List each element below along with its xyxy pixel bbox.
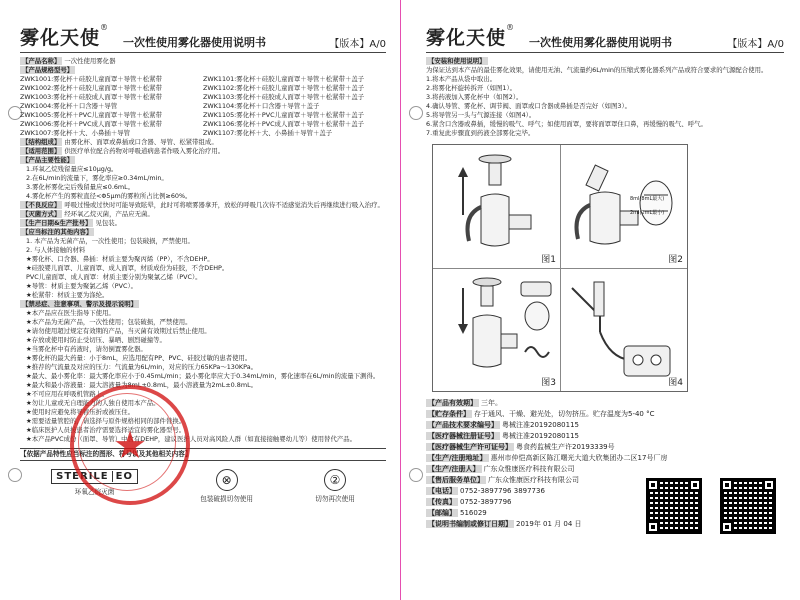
install-step: 7.重复此步骤直到药液全部雾化完毕。	[426, 129, 535, 137]
performance-item: 1.环氧乙烷残留量应≤10μg/g。	[26, 165, 118, 173]
sterile-eo-caption: 环氧乙烷灭菌	[74, 488, 115, 496]
qr-finder	[762, 478, 776, 492]
brand-logo: 雾化天使®	[20, 23, 110, 49]
models-label: 【产品规格型号】	[22, 66, 74, 74]
figure-3	[433, 268, 560, 391]
other-item: ★导管：材质主要为聚氯乙烯（PVC）。	[26, 282, 138, 290]
model-item: ZWK1103:雾化杯＋硅胶成人面罩＋导管＋松紧带＋盖子	[203, 93, 365, 101]
after-sales-value: 广东众惟康医疗科技有限公司	[488, 476, 579, 484]
do-not-use-if-damaged-icon: ⊗	[216, 469, 238, 491]
reg-no-value: 粤械注准20192080115	[502, 432, 579, 440]
warning-item: ★本产品应在医生指导下使用。	[26, 309, 115, 317]
sterile-eo-icon: STERILE EO	[51, 469, 138, 484]
revision-label: 【说明书编制或修订日期】	[428, 520, 512, 528]
document-title: 一次性使用雾化器使用说明书	[529, 36, 673, 49]
structure-label: 【结构组成】	[22, 138, 61, 146]
production-date-value: 见包装。	[95, 219, 122, 227]
registrant-value: 惠州市仲恺高新区陈江曙光大道大欣集团办二区17号厂房	[490, 454, 668, 462]
scope-label: 【适用范围】	[22, 147, 61, 155]
other-item: 2. 与人体接触的材料	[26, 246, 86, 254]
warning-item: ★请勿使用超过规定有效期的产品，当灭菌有效期过后禁止使用。	[26, 327, 211, 335]
product-name-label: 【产品名称】	[22, 57, 61, 65]
qr-finder	[646, 478, 660, 492]
model-item: ZWK1006:雾化杯＋PVC成人面罩＋导管＋松紧带	[20, 120, 162, 128]
warning-item: ★需要适量管腔的，请选择与原件规格相同的部件替换。	[26, 417, 186, 425]
validity-label: 【产品有效期】	[428, 399, 477, 407]
performance-item: 3.雾化杯雾化完后残留量应≤0.6mL。	[26, 183, 135, 191]
no-reuse-caption: 切勿再次使用	[315, 495, 355, 503]
other-item: ★松紧带：材质主要为涤纶。	[26, 291, 109, 299]
document-title: 一次性使用雾化器使用说明书	[123, 36, 267, 49]
model-item: ZWK1001:雾化杯＋硅胶儿童面罩＋导管＋松紧带	[20, 75, 162, 83]
right-header	[426, 20, 784, 53]
figure-2-label: 图2	[668, 255, 683, 265]
qr-finder	[720, 520, 734, 534]
damaged-package-caption: 包装破损切勿使用	[200, 495, 253, 503]
qr-finder	[688, 478, 702, 492]
figure-4	[560, 268, 687, 391]
phone-label: 【电话】	[428, 487, 456, 495]
left-header	[20, 20, 386, 53]
production-date-label: 【生产日期&生产批号】	[22, 219, 92, 227]
sterile-eo-item	[51, 469, 138, 504]
qr-finder	[720, 478, 734, 492]
performance-item: 4.雾化杯产生的雾粒直径<Φ5μm的雾粒所占比例≥60%。	[26, 192, 192, 200]
fax-value: 0752-3897796	[460, 498, 512, 506]
sterilization-value: 经环氧乙烷灭菌，产品应无菌。	[64, 210, 154, 218]
model-item: ZWK1104:雾化杯＋口含器＋导管＋盖子	[203, 102, 320, 110]
other-label: 【应当标注的其他内容】	[22, 228, 93, 236]
symbols-row	[20, 469, 386, 504]
models-right-column	[203, 75, 386, 138]
revision-value: 2019年 01 月 04 日	[516, 520, 582, 528]
manufacturer-value: 广东众惟康医疗科技有限公司	[483, 465, 575, 473]
figure-3-label: 图3	[541, 378, 556, 388]
model-item: ZWK1106:雾化杯＋PVC成人面罩＋导管＋松紧带＋盖子	[203, 120, 365, 128]
prod-license-value: 粤食药监械生产许20193339号	[516, 443, 615, 451]
model-item: ZWK1101:雾化杯＋硅胶儿童面罩＋导管＋松紧带＋盖子	[203, 75, 365, 83]
left-body	[20, 57, 386, 504]
model-item: ZWK1007:雾化杯＋大、小鼻插＋导管	[20, 129, 130, 137]
performance-item: 2.在6L/min的流量下，雾化率应≥0.34mL/min。	[26, 174, 168, 182]
reg-no-label: 【医疗器械注册证号】	[428, 432, 498, 440]
model-item: ZWK1005:雾化杯＋PVC儿童面罩＋导管＋松紧带	[20, 111, 162, 119]
phone-value: 0752-3897796 3897736	[460, 487, 545, 495]
adverse-label: 【不良反应】	[22, 201, 61, 209]
warning-item: ★存放或使用时防止受切压、暴晒、剧烈碰撞等。	[26, 336, 166, 344]
model-item: ZWK1004:雾化杯＋口含器＋导管	[20, 102, 118, 110]
storage-label: 【贮存条件】	[428, 410, 470, 418]
install-step: 5.将导管另一头与气源连接（如图4）。	[426, 111, 536, 119]
figure-2-max-note: 8ml(8mL最大)	[630, 196, 665, 202]
figure-2	[560, 145, 687, 268]
prod-license-label: 【医疗器械生产许可证号】	[428, 443, 512, 451]
version-label: 【版本】A/0	[329, 39, 386, 50]
other-item: ★雾化杯、口含器、鼻插：材质主要为聚丙烯（PP），不含DEHP。	[26, 255, 214, 263]
red-seal-stamp: ★	[70, 385, 190, 505]
models-table	[20, 75, 386, 138]
install-step: 1.将本产品从袋中取出。	[426, 75, 497, 83]
install-step: 4.确认导管、雾化杯、调节阀、面罩或口含器或鼻插是否完好（如图3）。	[426, 102, 632, 110]
warning-item: ★雾化杯的最大药量：小于8mL，应选用配有PP、PVC、硅胶过敏的患者使用。	[26, 354, 252, 362]
warning-item: ★本产品为无菌产品，一次性使用；包装破损，严禁使用。	[26, 318, 192, 326]
manufacturer-label: 【生产/注册人】	[428, 465, 480, 473]
figure-1-label: 图1	[541, 255, 556, 265]
warning-item: ★不可应用在呼吸机管路上。	[26, 390, 109, 398]
model-item: ZWK1003:雾化杯＋硅胶成人面罩＋导管＋松紧带	[20, 93, 162, 101]
symbols-section-title: 【依据产品特性应当标注的图形、符号以及其他相关内容】	[20, 448, 386, 461]
warning-item: ★勿让儿童或无自理能力的人独自使用本产品。	[26, 399, 160, 407]
install-step: 为保证达到本产品的最佳雾化效果，请使用无油、气流量约6L/min的压缩式雾化器系列产品或符合要求的气源配合使用。	[426, 66, 768, 74]
warning-item: ★临床医护人员按患者治疗需要选择适宜的雾化器型号。	[26, 426, 186, 434]
after-sales-label: 【售后服务单位】	[428, 476, 484, 484]
right-body	[426, 57, 784, 138]
product-name-value: 一次性使用雾化器	[64, 57, 116, 65]
damaged-package-item	[200, 469, 253, 504]
adverse-value: 呼吸过慢或过快时可能导致眩晕，此时可将喷雾器拿开，放松的呼吸几次待不适感觉消失后再继续进行吸入治疗。	[64, 201, 384, 209]
no-reuse-item	[315, 469, 355, 504]
fax-label: 【传真】	[428, 498, 456, 506]
model-item: ZWK1105:雾化杯＋PVC儿童面罩＋导管＋松紧带＋盖子	[203, 111, 365, 119]
model-item: ZWK1107:雾化杯＋大、小鼻插＋导管＋盖子	[203, 129, 333, 137]
qr-finder	[646, 520, 660, 534]
sterilization-label: 【灭菌方式】	[22, 210, 61, 218]
other-item: 1. 本产品为无菌产品，一次性使用；包装破损，严禁使用。	[26, 237, 194, 245]
other-item: PVC儿童面罩、成人面罩：材质主要分别为聚氯乙烯（PVC）。	[26, 273, 202, 281]
brand-logo: 雾化天使®	[426, 23, 516, 49]
warning-item: ★推荐的气流量及对应的压力：气流量为6L/min，对应的压力65KPa～130KPa。	[26, 363, 257, 371]
figure-1	[433, 145, 560, 268]
figure-4-label: 图4	[668, 378, 683, 388]
model-item: ZWK1002:雾化杯＋硅胶儿童面罩＋导管＋松紧带	[20, 84, 162, 92]
install-step: 2.将雾化杯旋转拆开（如图1）。	[426, 84, 517, 92]
registrant-label: 【生产/注册地址】	[428, 454, 487, 462]
install-step: 3.将药液加入雾化杯中（如图2）。	[426, 93, 523, 101]
install-step: 6.紧含口含器或鼻插，缓慢的吸气、呼气；如使用面罩，要将面罩罩住口鼻，再缓慢的吸气、呼气。	[426, 120, 707, 128]
other-item: ★硅胶婴儿面罩、儿童面罩、成人面罩，材质成份为硅胶，不含DEHP。	[26, 264, 229, 272]
tech-req-value: 粤械注准20192080115	[502, 421, 579, 429]
models-left-column	[20, 75, 203, 138]
do-not-reuse-icon: ②	[324, 469, 346, 491]
storage-value: 存于通风、干燥、避光处，切勿挤压。贮存温度为5-40 °C	[474, 410, 655, 418]
warning-item: ★使用时应避免将导管压折或被压住。	[26, 408, 134, 416]
scope-value: 供医疗单位配合药物对呼吸道病患者作吸入雾化治疗用。	[64, 147, 225, 155]
postcode-label: 【邮编】	[428, 509, 456, 517]
model-item: ZWK1102:雾化杯＋硅胶儿童面罩＋导管＋松紧带＋盖子	[203, 84, 365, 92]
performance-label: 【产品主要性能】	[22, 156, 74, 164]
validity-value: 三年。	[481, 399, 502, 407]
install-label: 【安装和使用说明】	[428, 57, 486, 65]
tech-req-label: 【产品技术要求编号】	[428, 421, 498, 429]
warning-item: ★最大、最小雾化率：最大雾化率应小于0.45mL/min；最小雾化率应大于0.34mL/min，雾化速率在6L/min的流量下测得。	[26, 372, 380, 380]
warning-item: ★本产品PVC成份（面罩、导管）中含有DEHP，建议医护人员对高风险人群（如直接接触婴幼儿等）使用替代产品。	[26, 435, 357, 443]
instruction-figures	[432, 144, 688, 392]
figure-2-min-note: 2ml(2mL最小)	[630, 210, 665, 216]
structure-value: 由雾化杯、面罩或鼻插或口含器、导管、松紧带组成。	[64, 138, 218, 146]
warning-item: ★当雾化杯中有药液时，请勿倒置雾化器。	[26, 345, 147, 353]
warnings-label: 【禁忌症、注意事项、警示及提示说明】	[22, 300, 138, 308]
warning-item: ★最大和最小溶液量：最大溶液量为8mL±0.8mL，最小溶液量为2mL±0.8mL。	[26, 381, 258, 389]
postcode-value: 516029	[460, 509, 487, 517]
version-label: 【版本】A/0	[727, 39, 784, 50]
